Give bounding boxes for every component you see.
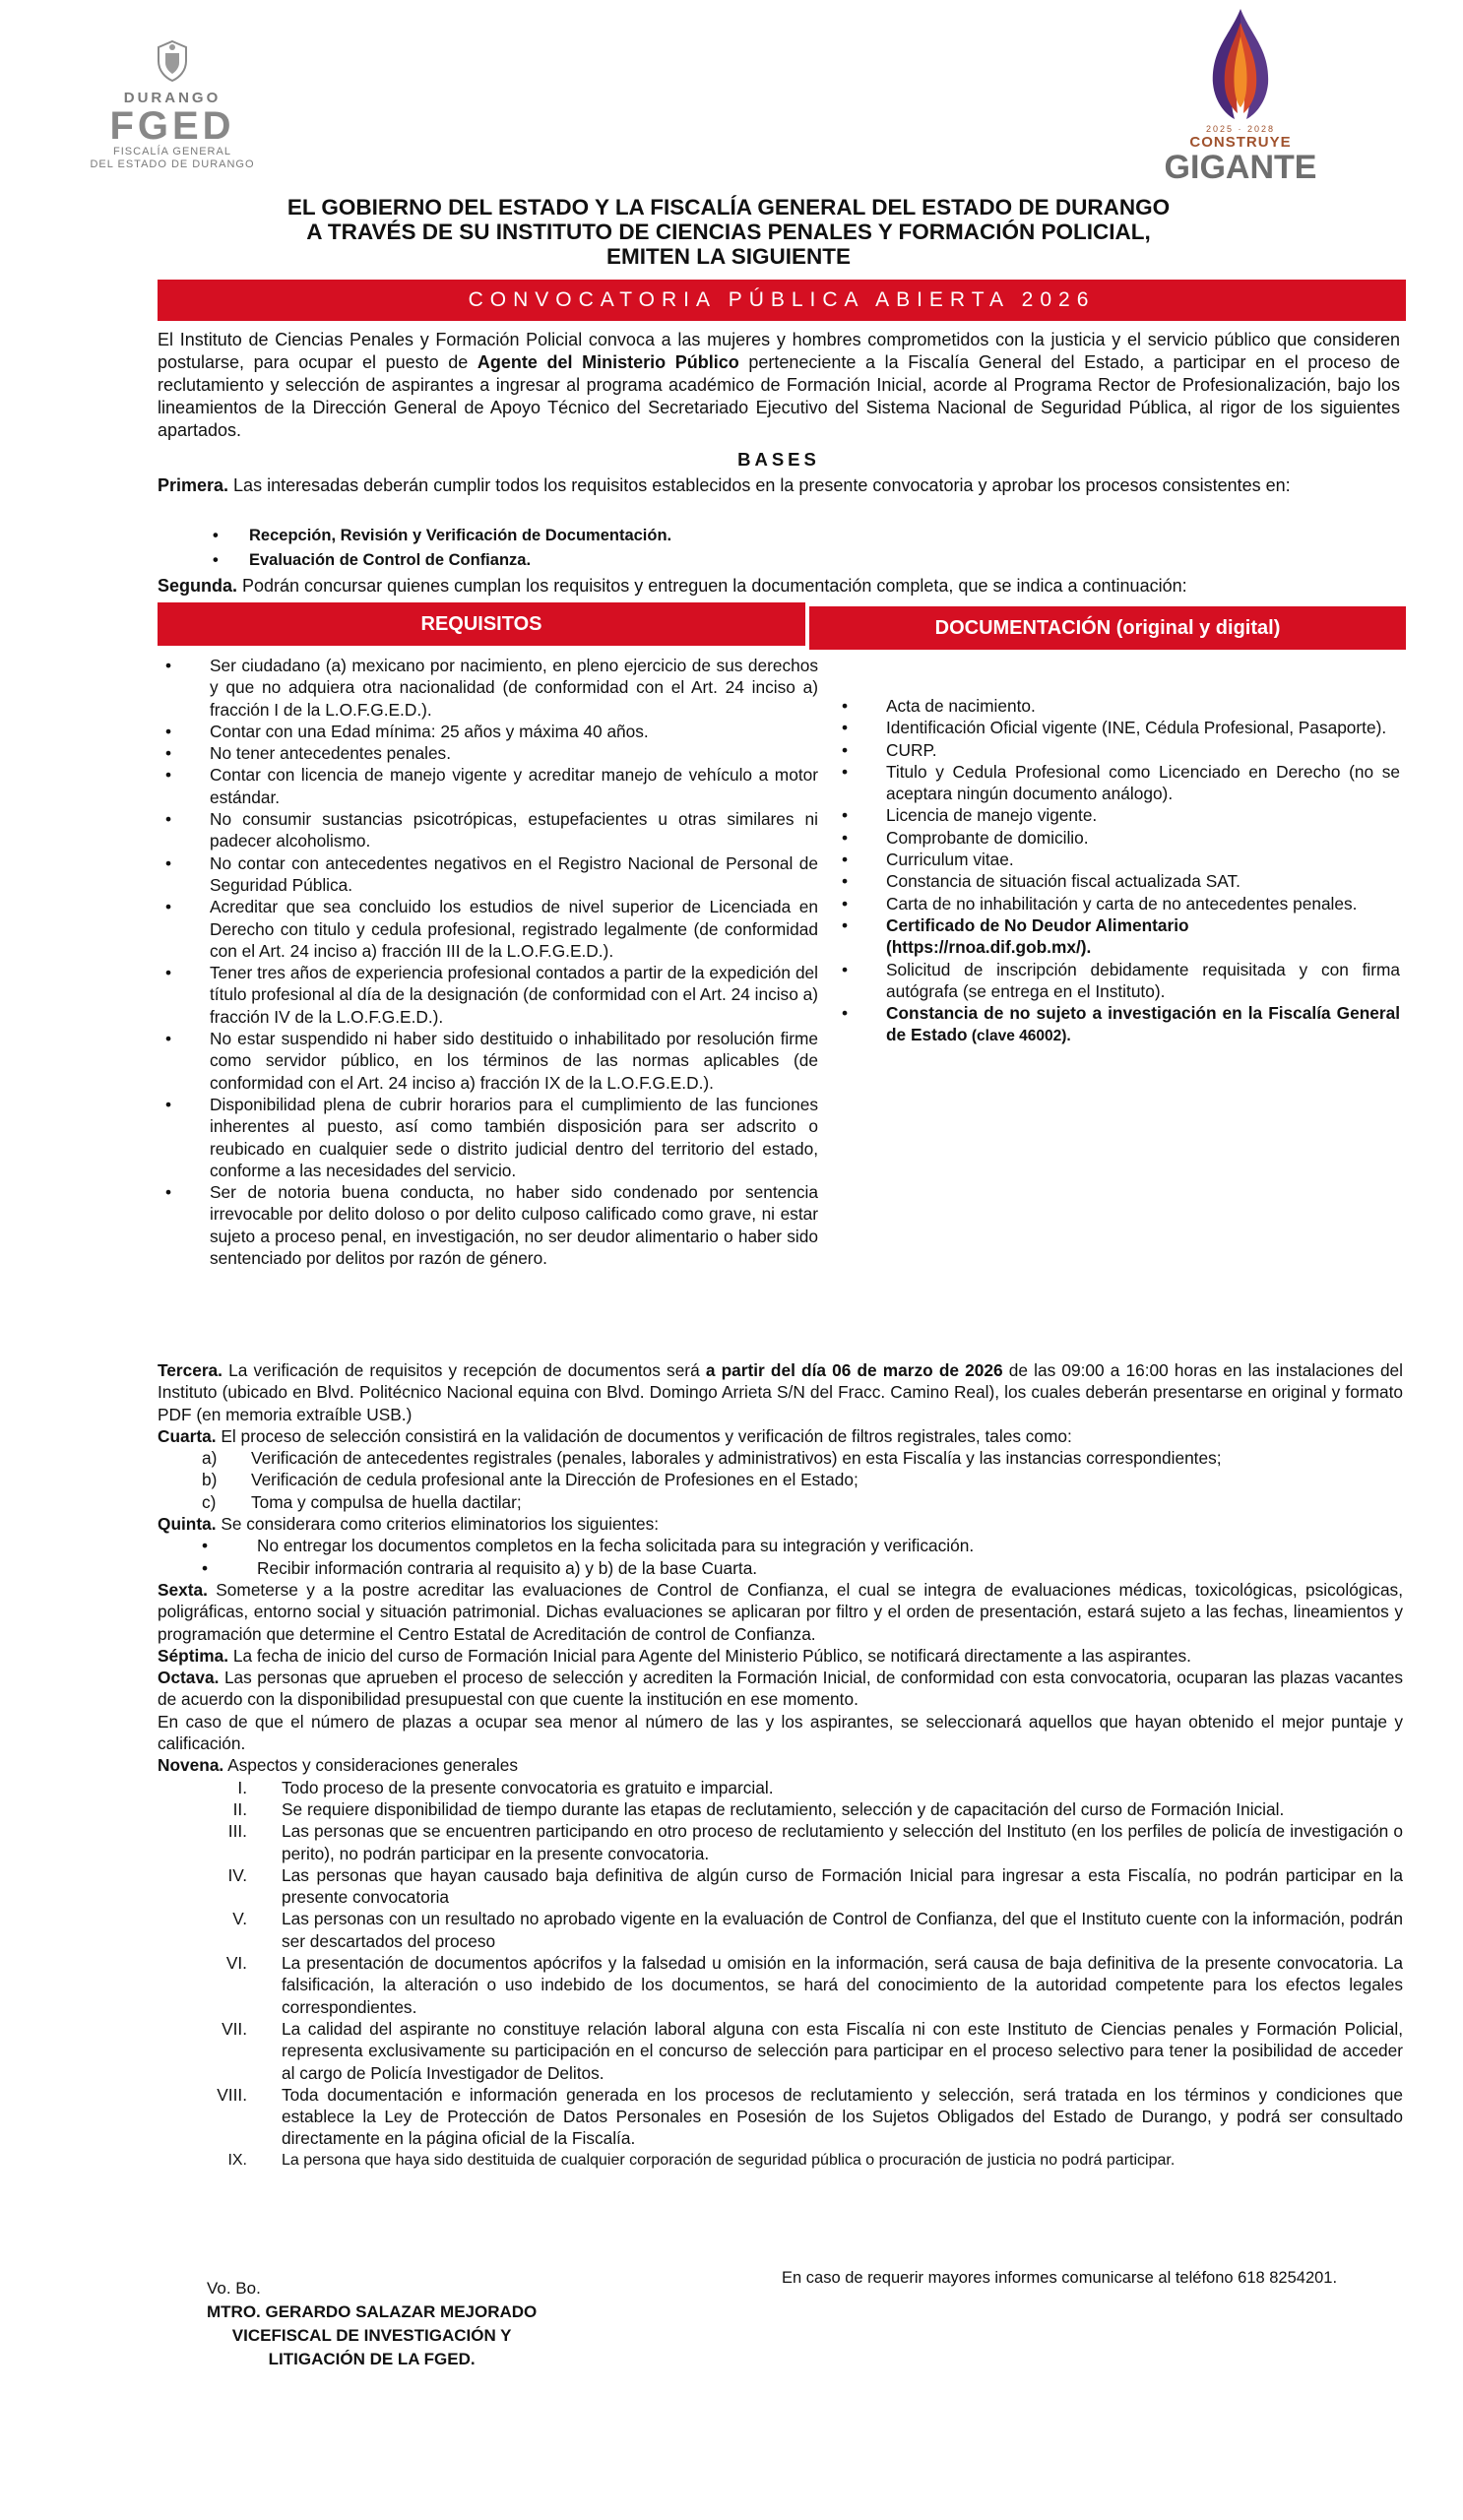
documentacion-header: DOCUMENTACIÓN (original y digital) bbox=[809, 606, 1406, 650]
list-item: • No contar con antecedentes negativos en el Registro Nacional de Personal de Seguridad Pública. bbox=[210, 852, 818, 897]
list-item: • Ser ciudadano (a) mexicano por nacimiento, en pleno ejercicio de sus derechos y que no adquiera otra nacionalidad (de conformidad con el Art. 24 inciso a) fracción I de la L.O.F.G.E.D.). bbox=[210, 655, 818, 721]
list-item: • Licencia de manejo vigente. bbox=[886, 804, 1400, 826]
list-item bbox=[158, 1952, 1403, 2018]
item-mark: VIII. bbox=[217, 2084, 247, 2105]
cuarta-label: Cuarta. bbox=[158, 1425, 217, 1446]
logo-year: 2025 · 2028 bbox=[1205, 124, 1276, 134]
octava-text-2: En caso de que el número de plazas a ocupar sea menor al número de las y los aspirantes, se seleccionará aquellos que hayan obtenido el mejor puntaje y calificación. bbox=[158, 1711, 1403, 1754]
item-mark: I. bbox=[237, 1777, 247, 1797]
list-item: • Titulo y Cedula Profesional como Licenciado en Derecho (no se aceptara ningún documento análogo). bbox=[886, 761, 1400, 805]
item-text: Toda documentación e información generada en los procesos de reclutamiento y selección, será tratada en los términos y condiciones que establece la Ley de Protección de Datos Personales en Posesión de los Sujetos Obligados del Estado de Durango, y podrá ser consultado directamente en la página oficial de la Fiscalía. bbox=[282, 2084, 1403, 2149]
octava-text: Las personas que aprueben el proceso de selección y acrediten la Formación Inicial, de conformidad con esta convocatoria, ocuparan las plazas vacantes de acuerdo con la disponibilidad presupuestal con que cuente la institución en ese momento. bbox=[158, 1668, 1403, 1710]
list-item bbox=[158, 1447, 1403, 1469]
bases-heading: BASES bbox=[737, 449, 820, 470]
item-text: No entregar los documentos completos en la fecha solicitada para su integración y verificación. bbox=[257, 1536, 975, 1556]
item-text: Recibir información contraria al requisito a) y b) de la base Cuarta. bbox=[257, 1557, 758, 1578]
item-text: Las personas con un resultado no aprobado vigente en la evaluación de Control de Confianza, del que el Instituto cuente con la información, podrán ser descartados del proceso bbox=[282, 1909, 1403, 1951]
list-item bbox=[158, 1864, 1403, 1909]
list-item: • No consumir sustancias psicotrópicas, estupefacientes u otras similares ni padecer alcoholismo. bbox=[210, 808, 818, 852]
list-item: • Contar con licencia de manejo vigente y acreditar manejo de vehículo a motor estándar. bbox=[210, 764, 818, 808]
octava-label: Octava. bbox=[158, 1668, 220, 1688]
sexta-text: Someterse y a la postre acreditar las evaluaciones de Control de Confianza, el cual se integra de evaluaciones médicas, toxicológicas, psicológicas, poligráficas, entorno social y situación patrimonial. Dichas evaluaciones se aplicaran por filtro y el orden de presentación, estará sujeto a las fechas, lineamientos y programación que determine el Centro Estatal de Acreditación de control de Confianza. bbox=[158, 1579, 1403, 1644]
novena-text: Aspectos y consideraciones generales bbox=[223, 1755, 518, 1776]
item-mark: c) bbox=[202, 1491, 217, 1512]
construye-gigante-logo bbox=[1162, 5, 1319, 197]
base-novena bbox=[158, 1754, 1403, 1776]
item-text: Verificación de cedula profesional ante la Dirección de Profesiones en el Estado; bbox=[251, 1470, 859, 1490]
requisitos-list bbox=[210, 655, 818, 1269]
list-item: • Evaluación de Control de Confianza. bbox=[249, 548, 1135, 573]
list-item: • No estar suspendido ni haber sido destituido o inhabilitado por resolución firme como servidor público, en los términos de las normas aplicables (de conformidad con el Art. 24 inciso a) fracción IX de la L.O.F.G.E.D.). bbox=[210, 1028, 818, 1094]
list-item: • Carta de no inhabilitación y carta de no antecedentes penales. bbox=[886, 893, 1400, 914]
tercera-text: La verificación de requisitos y recepción de documentos será bbox=[222, 1360, 706, 1380]
bullet: • bbox=[202, 1557, 209, 1578]
bases-continued bbox=[158, 1359, 1403, 2172]
quinta-label: Quinta. bbox=[158, 1514, 217, 1535]
septima-text: La fecha de inicio del curso de Formación Inicial para Agente del Ministerio Público, se notificará directamente a las aspirantes. bbox=[228, 1645, 1191, 1666]
list-item: • Comprobante de domicilio. bbox=[886, 827, 1400, 849]
base-septima bbox=[158, 1645, 1403, 1667]
logo-line2: GIGANTE bbox=[1164, 149, 1317, 186]
item-mark: IV. bbox=[227, 1864, 247, 1885]
document-title bbox=[158, 195, 1300, 269]
primera-list bbox=[249, 524, 1135, 573]
vobo-label: Vo. Bo. bbox=[207, 2279, 261, 2298]
list-item: • Identificación Oficial vigente (INE, Cédula Profesional, Pasaporte). bbox=[886, 717, 1400, 738]
base-primera bbox=[158, 474, 1400, 497]
item-mark: II. bbox=[232, 1798, 247, 1819]
item-mark: VII. bbox=[222, 2018, 247, 2039]
contact-note: En caso de requerir mayores informes comunicarse al teléfono 618 8254201. bbox=[782, 2269, 1338, 2287]
convocatoria-banner: CONVOCATORIA PÚBLICA ABIERTA 2026 bbox=[158, 280, 1406, 321]
list-item: • Tener tres años de experiencia profesional contados a partir de la expedición del título profesional al día de la designación (de conformidad con el Art. 24 inciso a) fracción IV de la L.O.F.G.E.D.). bbox=[210, 962, 818, 1028]
base-tercera bbox=[158, 1359, 1403, 1425]
cuarta-text: El proceso de selección consistirá en la validación de documentos y verificación de filtros registrales, tales como: bbox=[216, 1425, 1072, 1446]
list-item: • Acreditar que sea concluido los estudios de nivel superior de Licenciada en Derecho con titulo y cedula profesional, registrado legalmente (de conformidad con el Art. 24 inciso a) fracción III de la L.O.F.G.E.D.). bbox=[210, 896, 818, 962]
base-segunda bbox=[158, 575, 1400, 598]
fged-logo bbox=[79, 39, 266, 170]
logo-fullname-1: FISCALÍA GENERAL bbox=[113, 146, 231, 158]
signer-name: MTRO. GERARDO SALAZAR MEJORADO bbox=[207, 2302, 538, 2321]
flame-hands-icon bbox=[1191, 5, 1290, 123]
shield-crest-icon bbox=[153, 39, 192, 83]
segunda-label: Segunda. bbox=[158, 576, 238, 596]
list-item bbox=[158, 2150, 1403, 2172]
item-text: La calidad del aspirante no constituye relación laboral alguna con esta Fiscalía ni con este Instituto de Ciencias penales y Formación Policial, representa exclusivamente su participación en el concurso de selección para participar en el proceso selectivo para tener la posibilidad de acceder al cargo de Policía Investigador de Delitos. bbox=[282, 2018, 1403, 2083]
tercera-label: Tercera. bbox=[158, 1360, 223, 1380]
logo-fullname-2: DEL ESTADO DE DURANGO bbox=[90, 158, 255, 170]
list-item bbox=[886, 914, 1400, 959]
list-item: • Recepción, Revisión y Verificación de Documentación. bbox=[249, 524, 1135, 548]
intro-position: Agente del Ministerio Público bbox=[477, 352, 739, 372]
base-sexta bbox=[158, 1579, 1403, 1645]
primera-text: Las interesadas deberán cumplir todos los requisitos establecidos en la presente convocatoria y aprobar los procesos consistentes en: bbox=[228, 475, 1291, 495]
logo-state: DURANGO bbox=[123, 90, 222, 106]
item-mark: a) bbox=[202, 1448, 218, 1469]
item-text: Verificación de antecedentes registrales (penales, laborales y administrativos) en esta Fiscalía y las instancias correspondientes; bbox=[251, 1448, 1222, 1469]
primera-label: Primera. bbox=[158, 475, 229, 495]
novena-label: Novena. bbox=[158, 1755, 224, 1776]
constancia-title: Constancia de no sujeto a investigación en la Fiscalía General de Estado bbox=[886, 1003, 1400, 1045]
signature-block bbox=[207, 2277, 537, 2371]
no-deudor-title: Certificado de No Deudor Alimentario bbox=[886, 914, 1189, 935]
list-item: • Contar con una Edad mínima: 25 años y máxima 40 años. bbox=[210, 721, 818, 742]
list-item: • Solicitud de inscripción debidamente requisitada y con firma autógrafa (se entrega en el Instituto). bbox=[886, 959, 1400, 1003]
list-item: • Constancia de situación fiscal actualizada SAT. bbox=[886, 870, 1400, 892]
sexta-label: Sexta. bbox=[158, 1579, 208, 1600]
item-mark: b) bbox=[202, 1470, 218, 1490]
list-item bbox=[158, 2084, 1403, 2150]
list-item: • CURP. bbox=[886, 739, 1400, 761]
list-item bbox=[158, 1469, 1403, 1490]
bullet: • bbox=[202, 1536, 209, 1556]
list-item: • Curriculum vitae. bbox=[886, 849, 1400, 870]
item-text: Las personas que hayan causado baja definitiva de algún curso de Formación Inicial para ingresar a esta Fiscalía, no podrán participar en la presente convocatoria bbox=[282, 1864, 1403, 1908]
item-mark: VI. bbox=[225, 1953, 247, 1974]
list-item bbox=[886, 1002, 1400, 1048]
intro-paragraph bbox=[158, 329, 1400, 442]
title-line-3: EMITEN LA SIGUIENTE bbox=[606, 244, 851, 269]
item-text: Las personas que se encuentren participando en otro proceso de reclutamiento y selección del Instituto (en los perfiles de policía de investigación o perito), no podrán participar en la presente convocatoria. bbox=[282, 1821, 1403, 1863]
list-item bbox=[158, 1908, 1403, 1952]
list-item bbox=[158, 2018, 1403, 2084]
tercera-date: a partir del día 06 de marzo de 2026 bbox=[705, 1360, 1003, 1380]
list-item bbox=[158, 1798, 1403, 1820]
title-line-1: EL GOBIERNO DEL ESTADO Y LA FISCALÍA GENERAL DEL ESTADO DE DURANGO bbox=[286, 195, 1171, 220]
list-item bbox=[158, 1820, 1403, 1864]
quinta-text: Se considerara como criterios eliminatorios los siguientes: bbox=[216, 1514, 660, 1535]
septima-label: Séptima. bbox=[158, 1645, 229, 1666]
item-mark: V. bbox=[232, 1909, 247, 1929]
list-item bbox=[158, 1557, 1403, 1579]
base-quinta bbox=[158, 1513, 1403, 1535]
list-item: • Ser de notoria buena conducta, no haber sido condenado por sentencia irrevocable por delito doloso o por delito culposo calificado como grave, ni estar sujeto a proceso penal, en investigación, no ser deudor alimentario o haber sido sentenciado por delitos por razón de género. bbox=[210, 1181, 818, 1269]
logo-line1: CONSTRUYE bbox=[1189, 134, 1292, 151]
base-cuarta bbox=[158, 1425, 1403, 1447]
list-item bbox=[158, 1535, 1403, 1556]
list-item: • Disponibilidad plena de cubrir horarios para el cumplimiento de las funciones inherentes al puesto, así como también disposición para ser adscrito o reubicado en cualquier sede o distrito judicial dentro del territorio del estado, conforme a las necesidades del servicio. bbox=[210, 1094, 818, 1181]
list-item bbox=[158, 1491, 1403, 1513]
intro-text-end: perteneciente a la Fiscalía General del Estado, a participar en el proceso de reclutamiento y selección de aspirantes a ingresar al programa académico de Formación Inicial, acorde al Programa Rector de Profesionalización, bajo los lineamientos de la Dirección General de Apoyo Técnico del Secretariado Ejecutivo del Sistema Nacional de Seguridad Pública, al rigor de los siguientes apartados. bbox=[158, 352, 1400, 440]
title-line-2: A TRAVÉS DE SU INSTITUTO DE CIENCIAS PENALES Y FORMACIÓN POLICIAL, bbox=[306, 220, 1151, 244]
item-text: Todo proceso de la presente convocatoria es gratuito e imparcial. bbox=[282, 1777, 774, 1797]
constancia-clave: (clave 46002). bbox=[967, 1028, 1071, 1045]
tercera-text-end: de las 09:00 a 16:00 horas en las instalaciones del Instituto (ubicado en Blvd. Politécnico Nacional equina con Blvd. Domingo Arrieta S/N del Fracc. Camino Real), los cuales deberán presentarse en original y formato PDF (en memoria extraíble USB.) bbox=[158, 1360, 1404, 1424]
no-deudor-url: (https://rnoa.dif.gob.mx/). bbox=[886, 937, 1092, 958]
list-item: • Acta de nacimiento. bbox=[886, 695, 1400, 717]
base-octava bbox=[158, 1667, 1403, 1711]
item-text: Se requiere disponibilidad de tiempo durante las etapas de reclutamiento, selección y de capacitación del curso de Formación Inicial. bbox=[282, 1798, 1285, 1819]
item-mark: III. bbox=[227, 1821, 247, 1842]
requisitos-header: REQUISITOS bbox=[158, 602, 805, 646]
signer-role-1: VICEFISCAL DE INVESTIGACIÓN Y bbox=[231, 2326, 512, 2345]
documentacion-list bbox=[886, 695, 1400, 1048]
list-item bbox=[158, 1777, 1403, 1798]
logo-acronym: FGED bbox=[109, 104, 235, 148]
signer-role-2: LITIGACIÓN DE LA FGED. bbox=[268, 2350, 476, 2368]
item-mark: IX. bbox=[227, 2151, 247, 2169]
item-text: Toma y compulsa de huella dactilar; bbox=[251, 1491, 522, 1512]
list-item: • No tener antecedentes penales. bbox=[210, 742, 818, 764]
segunda-text: Podrán concursar quienes cumplan los requisitos y entreguen la documentación completa, que se indica a continuación: bbox=[237, 576, 1187, 596]
item-text: La persona que haya sido destituida de cualquier corporación de seguridad pública o procuración de justicia no podrá participar. bbox=[282, 2151, 1176, 2169]
intro-text: El Instituto de Ciencias Penales y Formación Policial convoca a las mujeres y hombres comprometidos con la justicia y el servicio público que consideren postularse, para ocupar el puesto de bbox=[158, 330, 1400, 372]
item-text: La presentación de documentos apócrifos y la falsedad u omisión en la información, será causa de baja definitiva de la presente convocatoria. La falsificación, la alteración o uso indebido de los documentos, se hará del conocimiento de la autoridad competente para los efectos legales correspondientes. bbox=[282, 1953, 1403, 2017]
